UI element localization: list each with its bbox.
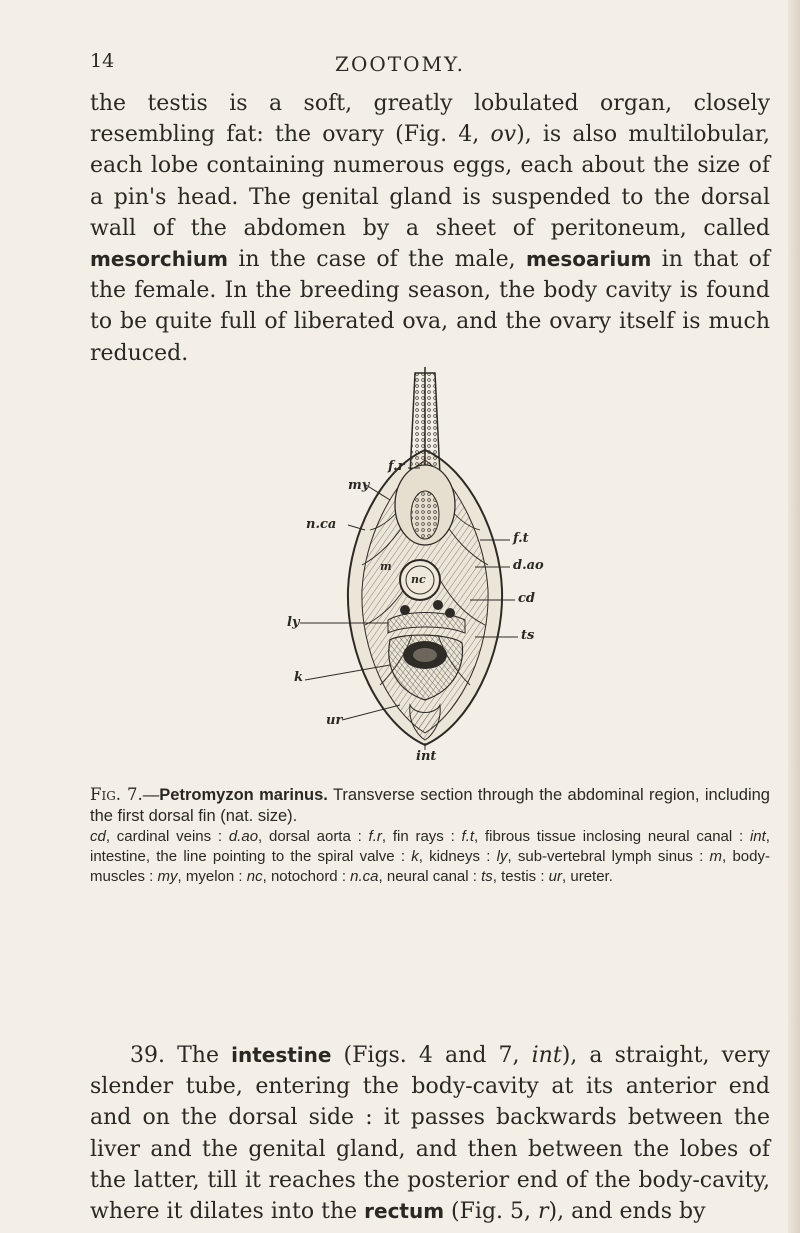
label-fin-rays: f.r: [388, 459, 405, 474]
legend-abbr: my: [157, 868, 178, 885]
page-edge: [788, 0, 800, 1233]
label-cardinal-veins: cd: [518, 591, 536, 606]
label-neural-canal: n.ca: [306, 517, 337, 532]
legend-desc: neural canal: [386, 868, 469, 885]
label-intestine: int: [416, 749, 437, 764]
legend-abbr: f.t: [461, 828, 475, 845]
legend-abbr: nc: [246, 868, 263, 885]
legend-abbr: k: [411, 848, 419, 865]
legend-desc: kidneys: [429, 848, 480, 865]
legend-desc: dorsal aorta: [269, 828, 351, 845]
legend-abbr: cd: [90, 828, 106, 845]
label-fibrous-tissue: f.t: [513, 531, 529, 546]
caption-legend: cd, cardinal veins : d.ao, dorsal aorta : f.r, fin rays : f.t, fibrous tissue inclosing neural canal : int, intestine, the line pointing to the spiral valve : k, kidneys : ly, sub-vertebral lymph sinus : m, body-muscles : my, myelon : nc, notochord : n.ca, neural canal : ts, testis : ur, ureter.: [90, 828, 770, 885]
label-ureter: ur: [326, 713, 343, 728]
legend-desc: sub-vertebral lymph sinus: [517, 848, 693, 865]
legend-desc: fibrous tissue inclosing neural canal: [485, 828, 733, 845]
term-mesoarium: mesoarium: [525, 247, 652, 272]
legend-desc: intestine, the line pointing to the spiral valve: [90, 848, 395, 865]
paragraph-genital-gland: the testis is a soft, greatly lobulated organ, closely resembling fat: the ovary (Fig. 4, ov), is also multilobular, each lobe containing numerous eggs, each about the size of a pin's head. The genital gland is suspended to the dorsal wall of the abdomen by a sheet of peritoneum, called mesorchium in the case of the male, mesoarium in that of the female. In the breeding season, the body cavity is found to be quite full of liberated ova, and the ovary itself is much reduced.: [90, 91, 770, 366]
term-mesorchium: mesorchium: [90, 247, 228, 272]
legend-desc: myelon: [185, 868, 235, 885]
legend-abbr: ts: [481, 868, 493, 885]
legend-abbr: ly: [496, 848, 508, 865]
running-head: ZOOTOMY.: [335, 52, 465, 76]
term-intestine: intestine: [231, 1043, 332, 1067]
label-lymph-sinus: ly: [287, 615, 300, 630]
label-testis: ts: [521, 628, 535, 643]
page-header: [0, 50, 800, 78]
legend-desc: testis: [501, 868, 537, 885]
figure-number: Fig. 7.: [90, 785, 143, 804]
legend-abbr: f.r: [368, 828, 382, 845]
label-myelon: my: [348, 478, 370, 493]
figure-7-illustration: [270, 365, 580, 765]
label-dorsal-aorta: d.ao: [513, 558, 544, 573]
legend-desc: body-muscles: [90, 848, 770, 885]
legend-desc: ureter: [570, 868, 609, 885]
figure-caption: Fig. 7.—Petromyzon marinus. Transverse section through the abdominal region, including the first dorsal fin (nat. size). cd, cardinal veins : d.ao, dorsal aorta : f.r, fin rays : f.t, fibrous tissue inclosing neural canal : int, intestine, the line pointing to the spiral valve : k, kidneys : ly, sub-vertebral lymph sinus : m, body-muscles : my, myelon : nc, notochord : n.ca, neural canal : ts, testis : ur, ureter.: [90, 785, 770, 885]
term-rectum: rectum: [364, 1199, 445, 1224]
caption-species: Petromyzon marinus.: [159, 786, 328, 804]
legend-desc: notochord: [270, 868, 338, 885]
legend-abbr: n.ca: [350, 868, 379, 885]
label-notochord: nc: [411, 573, 426, 586]
legend-abbr: int: [749, 828, 766, 845]
legend-desc: fin rays: [392, 828, 444, 845]
page-number: 14: [90, 50, 115, 72]
legend-abbr: ur: [548, 868, 563, 885]
paragraph-intestine: 39. The intestine (Figs. 4 and 7, int), a straight, very slender tube, entering the body-cavity at its anterior end and on the dorsal side : it passes backwards between the liver and the genital gland, and then between the lobes of the latter, till it reaches the posterior end of the body-cavity, where it dilates into the rectum (Fig. 5, r), and ends by: [90, 1043, 771, 1225]
label-muscles: m: [380, 560, 392, 573]
label-kidneys: k: [294, 670, 304, 685]
legend-abbr: m: [709, 848, 723, 865]
legend-desc: cardinal veins: [116, 828, 212, 845]
legend-abbr: d.ao: [228, 828, 259, 845]
